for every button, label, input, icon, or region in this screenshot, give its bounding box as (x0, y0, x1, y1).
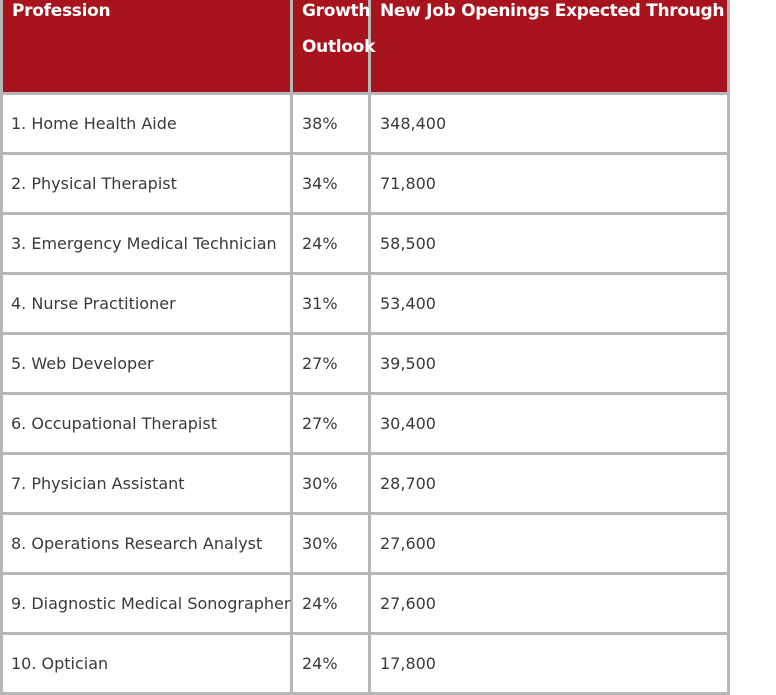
table-row (3, 575, 727, 632)
table-row (3, 215, 727, 272)
cell-growth: 38% (293, 95, 368, 152)
table-row (3, 455, 727, 512)
table-row (3, 335, 727, 392)
cell-profession: 8. Operations Research Analyst (3, 515, 290, 572)
cell-openings: 58,500 (371, 215, 727, 272)
table-row (3, 275, 727, 332)
cell-growth: 31% (293, 275, 368, 332)
header-growth-outlook: Growth Outlook (293, 0, 368, 92)
cell-openings: 53,400 (371, 275, 727, 332)
table-row (3, 155, 727, 212)
cell-growth: 27% (293, 335, 368, 392)
cell-openings: 39,500 (371, 335, 727, 392)
cell-openings: 30,400 (371, 395, 727, 452)
cell-openings: 28,700 (371, 455, 727, 512)
cell-openings: 71,800 (371, 155, 727, 212)
table-row (3, 395, 727, 452)
cell-profession: 9. Diagnostic Medical Sonographer (3, 575, 290, 632)
cell-openings: 348,400 (371, 95, 727, 152)
table-body (3, 95, 727, 692)
table-row (3, 95, 727, 152)
header-row (3, 0, 727, 92)
cell-growth: 34% (293, 155, 368, 212)
cell-profession: 3. Emergency Medical Technician (3, 215, 290, 272)
cell-profession: 1. Home Health Aide (3, 95, 290, 152)
cell-openings: 27,600 (371, 515, 727, 572)
cell-growth: 24% (293, 635, 368, 692)
table-row (3, 515, 727, 572)
cell-openings: 17,800 (371, 635, 727, 692)
header-profession: Profession (3, 0, 290, 92)
cell-profession: 6. Occupational Therapist (3, 395, 290, 452)
cell-growth: 30% (293, 515, 368, 572)
cell-openings: 27,600 (371, 575, 727, 632)
cell-growth: 27% (293, 395, 368, 452)
cell-profession: 10. Optician (3, 635, 290, 692)
table-row (3, 635, 727, 692)
cell-profession: 7. Physician Assistant (3, 455, 290, 512)
cell-growth: 30% (293, 455, 368, 512)
cell-growth: 24% (293, 575, 368, 632)
cell-growth: 24% (293, 215, 368, 272)
cell-profession: 4. Nurse Practitioner (3, 275, 290, 332)
table-header (3, 0, 776, 92)
cell-profession: 2. Physical Therapist (3, 155, 290, 212)
header-new-job-openings: New Job Openings Expected Through 2024 (371, 0, 727, 92)
cell-profession: 5. Web Developer (3, 335, 290, 392)
